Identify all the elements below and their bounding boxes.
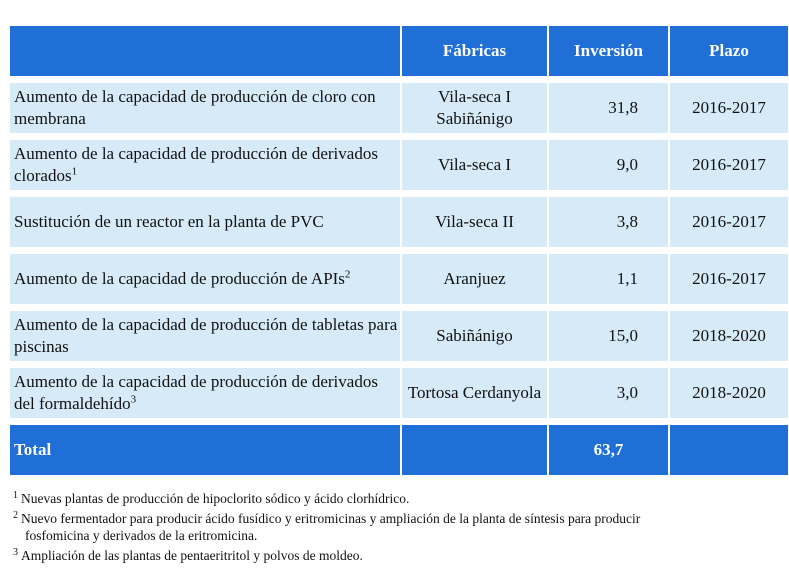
row-inversion: 31,8 xyxy=(549,83,668,133)
row-inversion: 3,0 xyxy=(549,368,668,418)
table-row xyxy=(10,197,788,247)
footnote-number: 1 xyxy=(13,489,18,501)
footnote xyxy=(13,547,783,564)
row-inversion: 9,0 xyxy=(549,140,668,190)
row-fabricas: Vila-seca I xyxy=(402,140,547,190)
table-row xyxy=(10,140,788,190)
table-row xyxy=(10,311,788,361)
row-fabricas: Vila-seca II xyxy=(402,197,547,247)
footnote xyxy=(13,510,783,544)
row-description: Aumento de la capacidad de producción de APIs$^2$ xyxy=(10,254,400,304)
row-description: Sustitución de un reactor en la planta de PVC xyxy=(10,197,400,247)
row-inversion: 15,0 xyxy=(549,311,668,361)
row-inversion: 1,1 xyxy=(549,254,668,304)
footnote-text: Ampliación de las plantas de pentaeritritol y polvos de moldeo. xyxy=(21,548,363,563)
total-fabricas xyxy=(402,425,547,475)
row-plazo: 2018-2020 xyxy=(670,311,788,361)
table-row xyxy=(10,254,788,304)
row-plazo: 2018-2020 xyxy=(670,368,788,418)
row-description: Aumento de la capacidad de producción de cloro con membrana xyxy=(10,83,400,133)
row-fabricas: Vila-seca I Sabiñánigo xyxy=(402,83,547,133)
table-row xyxy=(10,83,788,133)
header-fabricas: Fábricas xyxy=(402,26,547,76)
footnote-text: Nuevo fermentador para producir ácido fusídico y eritromicinas y ampliación de la planta de síntesis para producir xyxy=(21,511,641,526)
row-plazo: 2016-2017 xyxy=(670,254,788,304)
footnote xyxy=(13,490,783,507)
footnote-ref: 2 xyxy=(344,268,351,281)
header-plazo: Plazo xyxy=(670,26,788,76)
footnote-number: 2 xyxy=(13,509,18,521)
row-inversion: 3,8 xyxy=(549,197,668,247)
row-description: Aumento de la capacidad de producción de tabletas para piscinas xyxy=(10,311,400,361)
row-fabricas: Sabiñánigo xyxy=(402,311,547,361)
row-plazo: 2016-2017 xyxy=(670,140,788,190)
total-plazo xyxy=(670,425,788,475)
table-row xyxy=(10,368,788,418)
footnote-ref: 3 xyxy=(130,393,137,406)
total-label: Total xyxy=(10,425,400,475)
footnote-ref: 1 xyxy=(71,165,78,178)
footnotes xyxy=(13,490,783,567)
total-row xyxy=(10,425,788,475)
header-inversion: Inversión xyxy=(549,26,668,76)
footnote-number: 3 xyxy=(13,546,18,558)
row-plazo: 2016-2017 xyxy=(670,83,788,133)
table-header-row xyxy=(10,26,788,76)
footnote-text-continued: fosfomicina y derivados de la eritromicina. xyxy=(25,528,258,543)
footnote-text: Nuevas plantas de producción de hipoclorito sódico y ácido clorhídrico. xyxy=(21,491,410,506)
row-fabricas: Aranjuez xyxy=(402,254,547,304)
header-description xyxy=(10,26,400,76)
row-fabricas: Tortosa Cerdanyola xyxy=(402,368,547,418)
row-description: Aumento de la capacidad de producción de derivados del formaldehído$^3$ xyxy=(10,368,400,418)
row-plazo: 2016-2017 xyxy=(670,197,788,247)
total-inversion: 63,7 xyxy=(549,425,668,475)
investment-table xyxy=(10,26,788,475)
row-description: Aumento de la capacidad de producción de derivados clorados$^1$ xyxy=(10,140,400,190)
